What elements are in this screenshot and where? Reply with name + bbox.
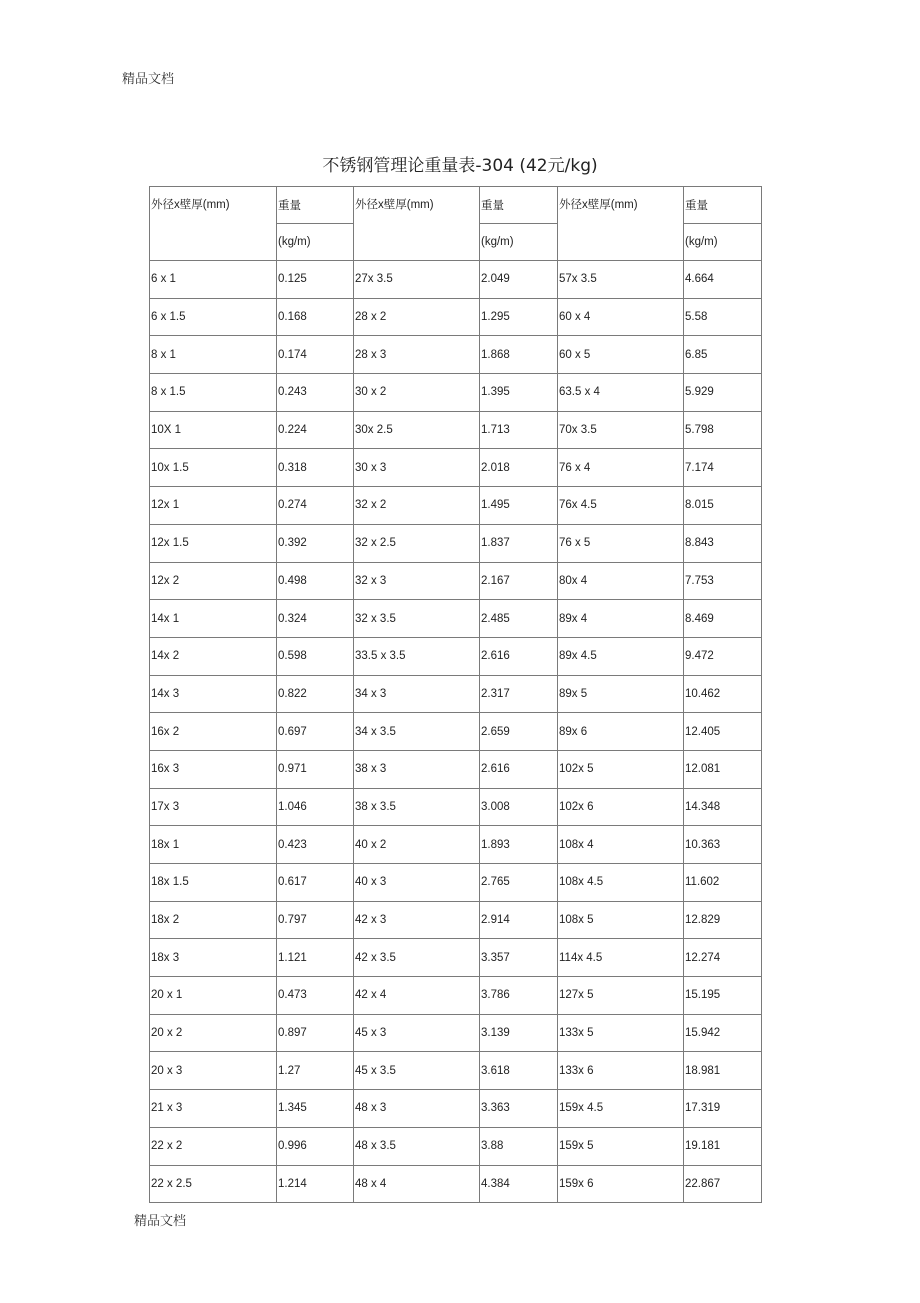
spec-cell: 6 x 1 — [150, 261, 277, 299]
weight-cell: 11.602 — [684, 864, 762, 902]
weight-cell: 1.121 — [277, 939, 354, 977]
table-row — [150, 864, 762, 902]
spec-cell: 76 x 5 — [558, 524, 684, 562]
table-row — [150, 939, 762, 977]
weight-cell: 3.139 — [480, 1014, 558, 1052]
header-spec-3: 外径x壁厚(mm) — [558, 187, 684, 261]
weight-cell: 1.27 — [277, 1052, 354, 1090]
weight-cell: 12.081 — [684, 750, 762, 788]
weight-cell: 12.829 — [684, 901, 762, 939]
spec-cell: 159x 4.5 — [558, 1090, 684, 1128]
weight-cell: 3.618 — [480, 1052, 558, 1090]
spec-cell: 38 x 3 — [354, 750, 480, 788]
spec-cell: 18x 1.5 — [150, 864, 277, 902]
spec-cell: 10x 1.5 — [150, 449, 277, 487]
weight-cell: 0.423 — [277, 826, 354, 864]
weight-cell: 0.473 — [277, 977, 354, 1015]
header-spec-1: 外径x壁厚(mm) — [150, 187, 277, 261]
spec-cell: 28 x 3 — [354, 336, 480, 374]
weight-cell: 0.971 — [277, 750, 354, 788]
weight-cell: 0.274 — [277, 487, 354, 525]
spec-cell: 16x 3 — [150, 750, 277, 788]
spec-cell: 22 x 2 — [150, 1127, 277, 1165]
table-row — [150, 1014, 762, 1052]
spec-cell: 48 x 4 — [354, 1165, 480, 1203]
weight-cell: 1.868 — [480, 336, 558, 374]
table-row — [150, 449, 762, 487]
spec-cell: 102x 6 — [558, 788, 684, 826]
weight-cell: 3.008 — [480, 788, 558, 826]
spec-cell: 30x 2.5 — [354, 411, 480, 449]
spec-cell: 63.5 x 4 — [558, 374, 684, 412]
weight-cell: 8.843 — [684, 524, 762, 562]
weight-cell: 7.753 — [684, 562, 762, 600]
spec-cell: 32 x 3 — [354, 562, 480, 600]
weight-cell: 0.224 — [277, 411, 354, 449]
weight-cell: 0.168 — [277, 298, 354, 336]
weight-cell: 0.822 — [277, 675, 354, 713]
spec-cell: 89x 6 — [558, 713, 684, 751]
weight-cell: 0.392 — [277, 524, 354, 562]
spec-cell: 17x 3 — [150, 788, 277, 826]
table-row — [150, 374, 762, 412]
weight-cell: 2.914 — [480, 901, 558, 939]
weight-cell: 2.485 — [480, 600, 558, 638]
weight-cell: 7.174 — [684, 449, 762, 487]
weight-cell: 0.324 — [277, 600, 354, 638]
weight-cell: 2.167 — [480, 562, 558, 600]
spec-cell: 159x 6 — [558, 1165, 684, 1203]
table-row — [150, 713, 762, 751]
weight-cell: 0.797 — [277, 901, 354, 939]
table-row — [150, 1090, 762, 1128]
table-row — [150, 487, 762, 525]
weight-cell: 1.495 — [480, 487, 558, 525]
spec-cell: 12x 1.5 — [150, 524, 277, 562]
spec-cell: 34 x 3 — [354, 675, 480, 713]
spec-cell: 45 x 3.5 — [354, 1052, 480, 1090]
spec-cell: 12x 1 — [150, 487, 277, 525]
spec-cell: 133x 5 — [558, 1014, 684, 1052]
spec-cell: 80x 4 — [558, 562, 684, 600]
spec-cell: 20 x 1 — [150, 977, 277, 1015]
weight-cell: 2.317 — [480, 675, 558, 713]
header-weight-3: 重量 — [684, 187, 762, 224]
weight-cell: 4.384 — [480, 1165, 558, 1203]
table-row — [150, 901, 762, 939]
spec-cell: 14x 3 — [150, 675, 277, 713]
header-spec-2: 外径x壁厚(mm) — [354, 187, 480, 261]
table-row — [150, 1165, 762, 1203]
spec-cell: 8 x 1.5 — [150, 374, 277, 412]
weight-cell: 2.616 — [480, 637, 558, 675]
weight-cell: 0.996 — [277, 1127, 354, 1165]
weight-cell: 12.405 — [684, 713, 762, 751]
weight-cell: 0.174 — [277, 336, 354, 374]
spec-cell: 76x 4.5 — [558, 487, 684, 525]
table-row — [150, 298, 762, 336]
weight-table — [149, 186, 762, 1203]
spec-cell: 38 x 3.5 — [354, 788, 480, 826]
weight-cell: 12.274 — [684, 939, 762, 977]
weight-cell: 1.214 — [277, 1165, 354, 1203]
weight-cell: 3.786 — [480, 977, 558, 1015]
spec-cell: 30 x 2 — [354, 374, 480, 412]
page-footer-text: 精品文档 — [134, 1214, 187, 1229]
table-row — [150, 600, 762, 638]
spec-cell: 12x 2 — [150, 562, 277, 600]
spec-cell: 108x 4.5 — [558, 864, 684, 902]
table-title: 不锈钢管理论重量表-304 (42元/kg) — [322, 156, 598, 176]
weight-cell: 1.837 — [480, 524, 558, 562]
table-row — [150, 637, 762, 675]
spec-cell: 10X 1 — [150, 411, 277, 449]
weight-cell: 6.85 — [684, 336, 762, 374]
weight-cell: 3.88 — [480, 1127, 558, 1165]
weight-cell: 22.867 — [684, 1165, 762, 1203]
weight-cell: 3.363 — [480, 1090, 558, 1128]
weight-cell: 1.345 — [277, 1090, 354, 1128]
weight-cell: 0.243 — [277, 374, 354, 412]
weight-cell: 1.046 — [277, 788, 354, 826]
weight-cell: 5.58 — [684, 298, 762, 336]
weight-cell: 1.395 — [480, 374, 558, 412]
spec-cell: 70x 3.5 — [558, 411, 684, 449]
spec-cell: 60 x 5 — [558, 336, 684, 374]
spec-cell: 20 x 3 — [150, 1052, 277, 1090]
spec-cell: 18x 3 — [150, 939, 277, 977]
weight-cell: 8.015 — [684, 487, 762, 525]
spec-cell: 40 x 3 — [354, 864, 480, 902]
spec-cell: 21 x 3 — [150, 1090, 277, 1128]
spec-cell: 8 x 1 — [150, 336, 277, 374]
spec-cell: 42 x 3.5 — [354, 939, 480, 977]
spec-cell: 159x 5 — [558, 1127, 684, 1165]
weight-cell: 2.049 — [480, 261, 558, 299]
spec-cell: 48 x 3 — [354, 1090, 480, 1128]
spec-cell: 114x 4.5 — [558, 939, 684, 977]
spec-cell: 16x 2 — [150, 713, 277, 751]
weight-cell: 2.765 — [480, 864, 558, 902]
spec-cell: 14x 2 — [150, 637, 277, 675]
spec-cell: 14x 1 — [150, 600, 277, 638]
spec-cell: 32 x 2.5 — [354, 524, 480, 562]
weight-cell: 10.363 — [684, 826, 762, 864]
weight-cell: 8.469 — [684, 600, 762, 638]
weight-cell: 14.348 — [684, 788, 762, 826]
table-row — [150, 562, 762, 600]
header-weight-1: 重量 — [277, 187, 354, 224]
weight-cell: 15.195 — [684, 977, 762, 1015]
spec-cell: 89x 5 — [558, 675, 684, 713]
table-header-row — [150, 187, 762, 224]
spec-cell: 42 x 4 — [354, 977, 480, 1015]
weight-cell: 9.472 — [684, 637, 762, 675]
spec-cell: 60 x 4 — [558, 298, 684, 336]
table-row — [150, 977, 762, 1015]
weight-cell: 0.498 — [277, 562, 354, 600]
spec-cell: 76 x 4 — [558, 449, 684, 487]
table-row — [150, 524, 762, 562]
weight-cell: 18.981 — [684, 1052, 762, 1090]
weight-cell: 19.181 — [684, 1127, 762, 1165]
weight-cell: 0.897 — [277, 1014, 354, 1052]
table-row — [150, 826, 762, 864]
spec-cell: 20 x 2 — [150, 1014, 277, 1052]
weight-cell: 2.018 — [480, 449, 558, 487]
spec-cell: 34 x 3.5 — [354, 713, 480, 751]
table-row — [150, 261, 762, 299]
spec-cell: 22 x 2.5 — [150, 1165, 277, 1203]
spec-cell: 28 x 2 — [354, 298, 480, 336]
weight-cell: 5.929 — [684, 374, 762, 412]
weight-cell: 10.462 — [684, 675, 762, 713]
spec-cell: 6 x 1.5 — [150, 298, 277, 336]
spec-cell: 32 x 2 — [354, 487, 480, 525]
weight-cell: 0.125 — [277, 261, 354, 299]
spec-cell: 102x 5 — [558, 750, 684, 788]
table-row — [150, 336, 762, 374]
table-row — [150, 1052, 762, 1090]
spec-cell: 18x 1 — [150, 826, 277, 864]
weight-cell: 0.697 — [277, 713, 354, 751]
weight-cell: 1.893 — [480, 826, 558, 864]
page-header-text: 精品文档 — [122, 72, 175, 87]
weight-cell: 2.659 — [480, 713, 558, 751]
weight-cell: 0.617 — [277, 864, 354, 902]
spec-cell: 18x 2 — [150, 901, 277, 939]
spec-cell: 48 x 3.5 — [354, 1127, 480, 1165]
header-unit-1: (kg/m) — [277, 224, 354, 261]
table-row — [150, 1127, 762, 1165]
spec-cell: 42 x 3 — [354, 901, 480, 939]
spec-cell: 33.5 x 3.5 — [354, 637, 480, 675]
weight-cell: 3.357 — [480, 939, 558, 977]
weight-cell: 0.318 — [277, 449, 354, 487]
spec-cell: 57x 3.5 — [558, 261, 684, 299]
weight-cell: 15.942 — [684, 1014, 762, 1052]
spec-cell: 32 x 3.5 — [354, 600, 480, 638]
spec-cell: 30 x 3 — [354, 449, 480, 487]
header-unit-3: (kg/m) — [684, 224, 762, 261]
header-weight-2: 重量 — [480, 187, 558, 224]
spec-cell: 89x 4 — [558, 600, 684, 638]
weight-cell: 4.664 — [684, 261, 762, 299]
header-unit-2: (kg/m) — [480, 224, 558, 261]
spec-cell: 108x 5 — [558, 901, 684, 939]
weight-cell: 17.319 — [684, 1090, 762, 1128]
table-row — [150, 788, 762, 826]
weight-cell: 5.798 — [684, 411, 762, 449]
weight-cell: 2.616 — [480, 750, 558, 788]
table-row — [150, 750, 762, 788]
weight-cell: 1.295 — [480, 298, 558, 336]
table-row — [150, 411, 762, 449]
spec-cell: 45 x 3 — [354, 1014, 480, 1052]
spec-cell: 40 x 2 — [354, 826, 480, 864]
spec-cell: 133x 6 — [558, 1052, 684, 1090]
weight-cell: 0.598 — [277, 637, 354, 675]
spec-cell: 27x 3.5 — [354, 261, 480, 299]
spec-cell: 108x 4 — [558, 826, 684, 864]
table-row — [150, 675, 762, 713]
spec-cell: 127x 5 — [558, 977, 684, 1015]
weight-cell: 1.713 — [480, 411, 558, 449]
spec-cell: 89x 4.5 — [558, 637, 684, 675]
